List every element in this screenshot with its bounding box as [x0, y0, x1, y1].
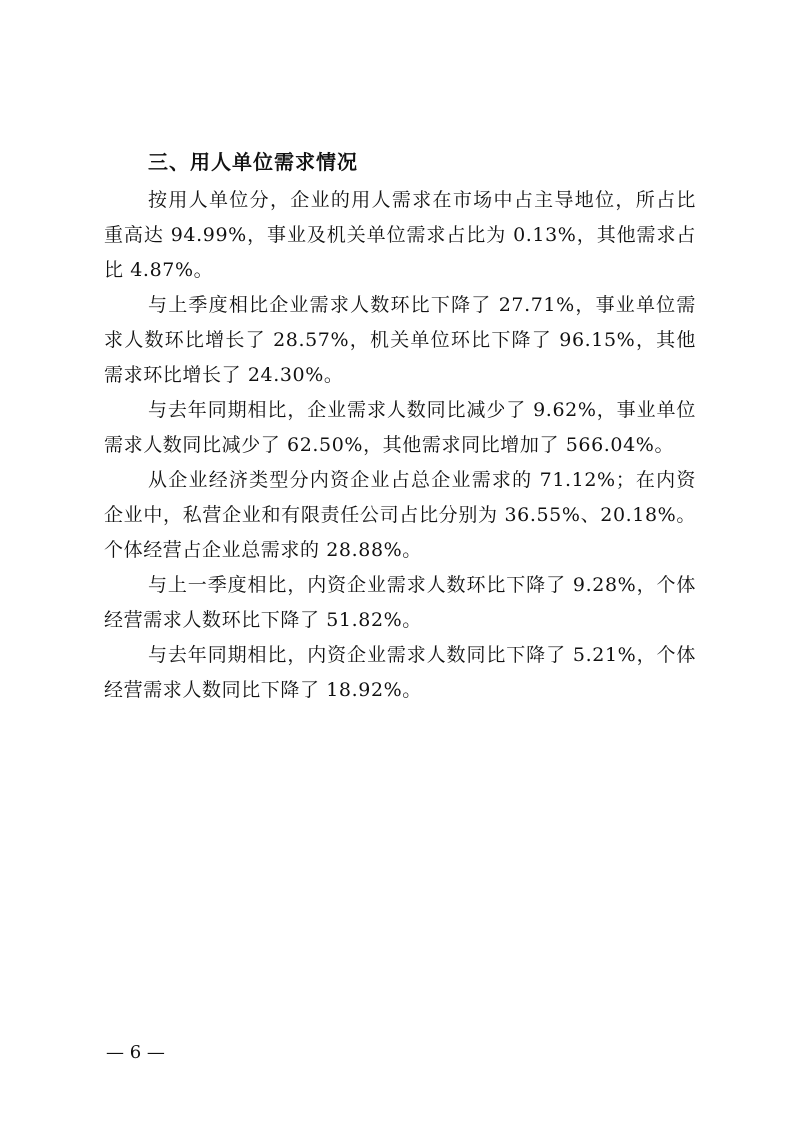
paragraph-economic-quarter-change: 与上一季度相比，内资企业需求人数环比下降了 9.28%，个体经营需求人数环比下降了 51.82%。: [104, 574, 696, 631]
paragraph-economic-year-change: 与去年同期相比，内资企业需求人数同比下降了 5.21%，个体经营需求人数同比下降了 18.92%。: [104, 644, 696, 701]
paragraph-quarter-change: 与上季度相比企业需求人数环比下降了 27.71%，事业单位需求人数环比增长了 28.57%，机关单位环比下降了 96.15%，其他需求环比增长了 24.30%。: [104, 294, 696, 386]
section-heading: 三、用人单位需求情况: [148, 150, 358, 174]
paragraph-unit-share: 按用人单位分，企业的用人需求在市场中占主导地位，所占比重高达 94.99%，事业及机关单位需求占比为 0.13%，其他需求占比 4.87%。: [104, 189, 696, 281]
paragraph-year-change: 与去年同期相比，企业需求人数同比减少了 9.62%，事业单位需求人数同比减少了 62.50%，其他需求同比增加了 566.04%。: [104, 399, 696, 456]
section-body: [104, 183, 696, 708]
paragraph-economic-type: 从企业经济类型分内资企业占总企业需求的 71.12%；在内资企业中，私营企业和有限责任公司占比分别为 36.55%、20.18%。个体经营占企业总需求的 28.88%。: [104, 469, 696, 561]
page-number: — 6 —: [106, 1042, 165, 1063]
